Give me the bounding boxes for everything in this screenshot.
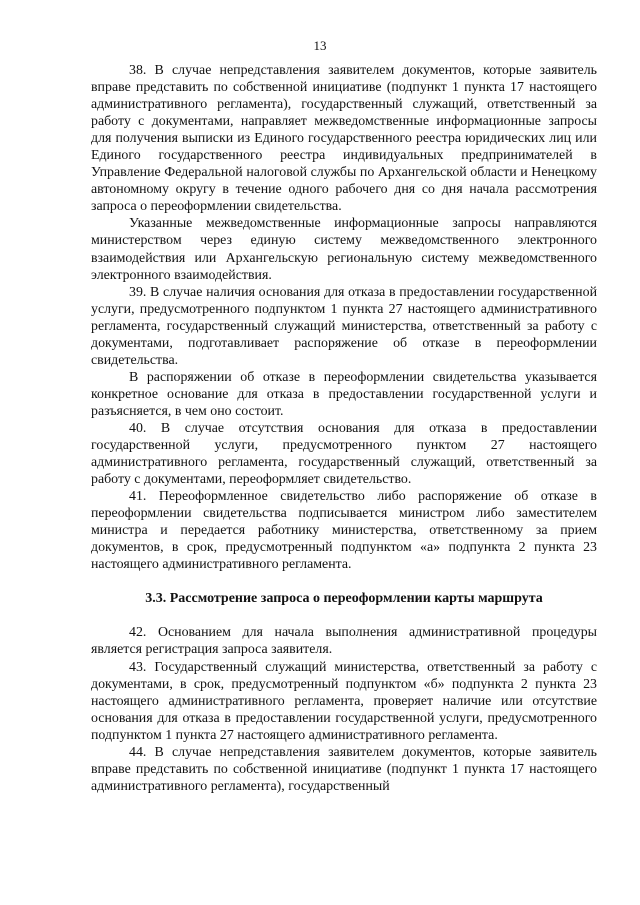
paragraph-42: 42. Основанием для начала выполнения административной процедуры является регистрация запроса заявителя. [91, 625, 597, 658]
paragraph-40: 40. В случае отсутствия основания для отказа в предоставлении государственной услуги, предусмотренного пунктом 27 настоящего административного регламента, государственный служащий, ответственный за работу с документами, переоформляет свидетельство. [91, 420, 597, 488]
paragraph-41: 41. Переоформленное свидетельство либо распоряжение об отказе в переоформлении свидетельства подписывается министром либо заместителем министра и передается работнику министерства, ответственному за прием документов, в срок, предусмотренный подпунктом «а» подпункта 2 пункта 23 настоящего административного регламента. [91, 489, 597, 573]
section-heading: 3.3. Рассмотрение запроса о переоформлении карты маршрута [145, 591, 543, 607]
paragraph-44: 44. В случае непредставления заявителем документов, которые заявитель вправе представить по собственной инициативе (подпункт 1 пункта 17 настоящего административного регламента), государственный [91, 744, 597, 794]
document-body [91, 62, 597, 795]
paragraph-38: 38. В случае непредставления заявителем документов, которые заявитель вправе представить по собственной инициативе (подпункт 1 пункта 17 настоящего административного регламента), государственный служащий, ответственный за работу с документами, направляет межведомственные информационные запросы для получения выписки из Единого государственного реестра юридических лиц или Единого государственного реестра индивидуальных предпринимателей в Управление Федеральной налоговой службы по Архангельской области и Ненецкому автономному округу в течение одного рабочего дня со дня начала рассмотрения запроса о переоформлении свидетельства. [91, 63, 597, 215]
paragraph-38-interagency-requests: Указанные межведомственные информационные запросы направляются министерством через единую систему межведомственного электронного взаимодействия или Архангельскую региональную систему межведомственного электронного взаимодействия. [91, 216, 597, 283]
paragraph-39-refusal-order: В распоряжении об отказе в переоформлении свидетельства указывается конкретное основание для отказа в предоставлении государственной услуги и разъясняется, в чем оно состоит. [91, 369, 597, 419]
paragraph-39: 39. В случае наличия основания для отказа в предоставлении государственной услуги, предусмотренного подпунктом 1 пункта 27 настоящего административного регламента, государственный служащий министерства, ответственный за работу с документами, подготавливает распоряжение об отказе в переоформлении свидетельства. [91, 284, 597, 368]
page-number: 13 [313, 38, 327, 53]
paragraph-43: 43. Государственный служащий министерства, ответственный за работу с документами, в срок, предусмотренный подпунктом «б» подпункта 2 пункта 23 настоящего административного регламента, проверяет наличие или отсутствие основания для отказа в предоставлении государственной услуги, предусмотренного подпунктом 1 пункта 27 настоящего административного регламента. [91, 659, 597, 743]
